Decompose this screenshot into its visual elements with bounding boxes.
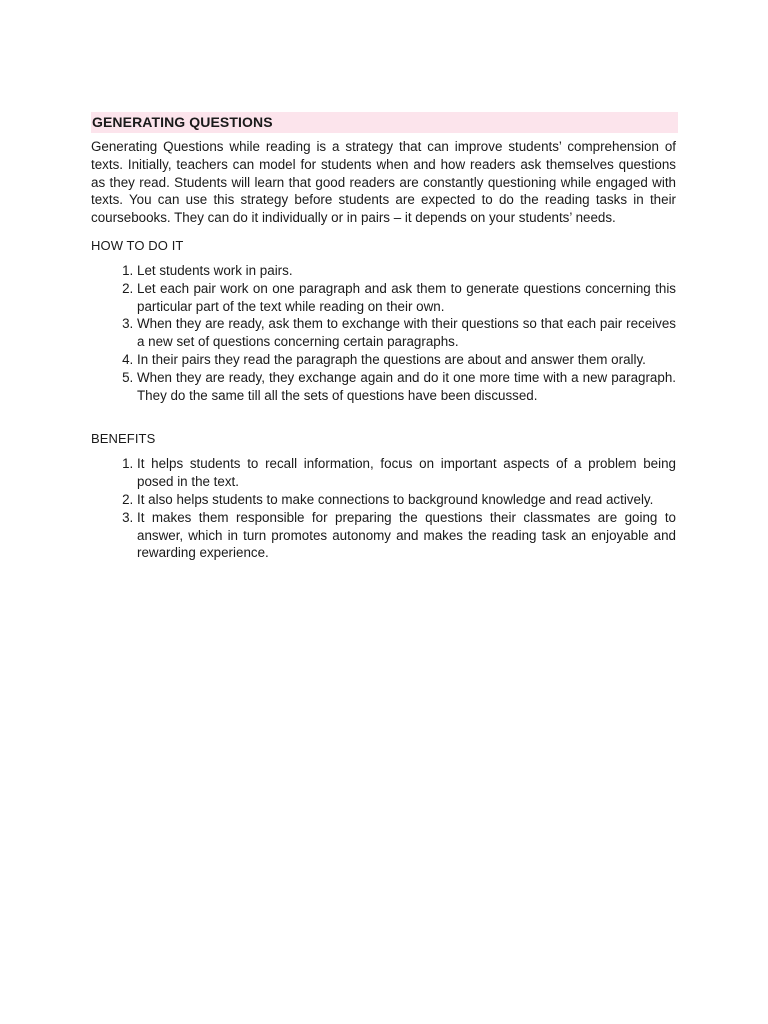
how-to-steps-list bbox=[91, 262, 676, 404]
benefit-item: 2. It also helps students to make connections to background knowledge and read actively. bbox=[137, 491, 676, 509]
how-to-step: 5. When they are ready, they exchange again and do it one more time with a new paragraph. They do the same till all the sets of questions have been discussed. bbox=[137, 369, 676, 405]
intro-paragraph: Generating Questions while reading is a strategy that can improve students’ comprehension of texts. Initially, teachers can model for students when and how readers ask themselves questions as they read. Students will learn that good readers are constantly questioning while engaged with texts. You can use this strategy before students are expected to do the reading tasks in their coursebooks. They can do it individually or in pairs – it depends on your students’ needs. bbox=[91, 139, 676, 226]
how-to-step: 3. When they are ready, ask them to exchange with their questions so that each pair receives a new set of questions concerning certain paragraphs. bbox=[137, 315, 676, 351]
benefits-heading: BENEFITS bbox=[91, 431, 156, 447]
title-highlight-bar bbox=[91, 112, 678, 133]
how-to-step: 4. In their pairs they read the paragraph the questions are about and answer them orally. bbox=[137, 351, 676, 369]
how-to-step: 2. Let each pair work on one paragraph and ask them to generate questions concerning this particular part of the text while reading on their own. bbox=[137, 280, 676, 316]
benefit-item: 3. It makes them responsible for preparing the questions their classmates are going to answer, which in turn promotes autonomy and makes the reading task an enjoyable and rewarding experience. bbox=[137, 509, 676, 562]
page-title: GENERATING QUESTIONS bbox=[92, 114, 273, 130]
how-to-heading: HOW TO DO IT bbox=[91, 237, 184, 253]
benefit-item: 1. It helps students to recall information, focus on important aspects of a problem being posed in the text. bbox=[137, 455, 676, 491]
document-page bbox=[91, 112, 678, 562]
benefits-list bbox=[91, 455, 676, 562]
how-to-step: 1. Let students work in pairs. bbox=[137, 262, 676, 280]
